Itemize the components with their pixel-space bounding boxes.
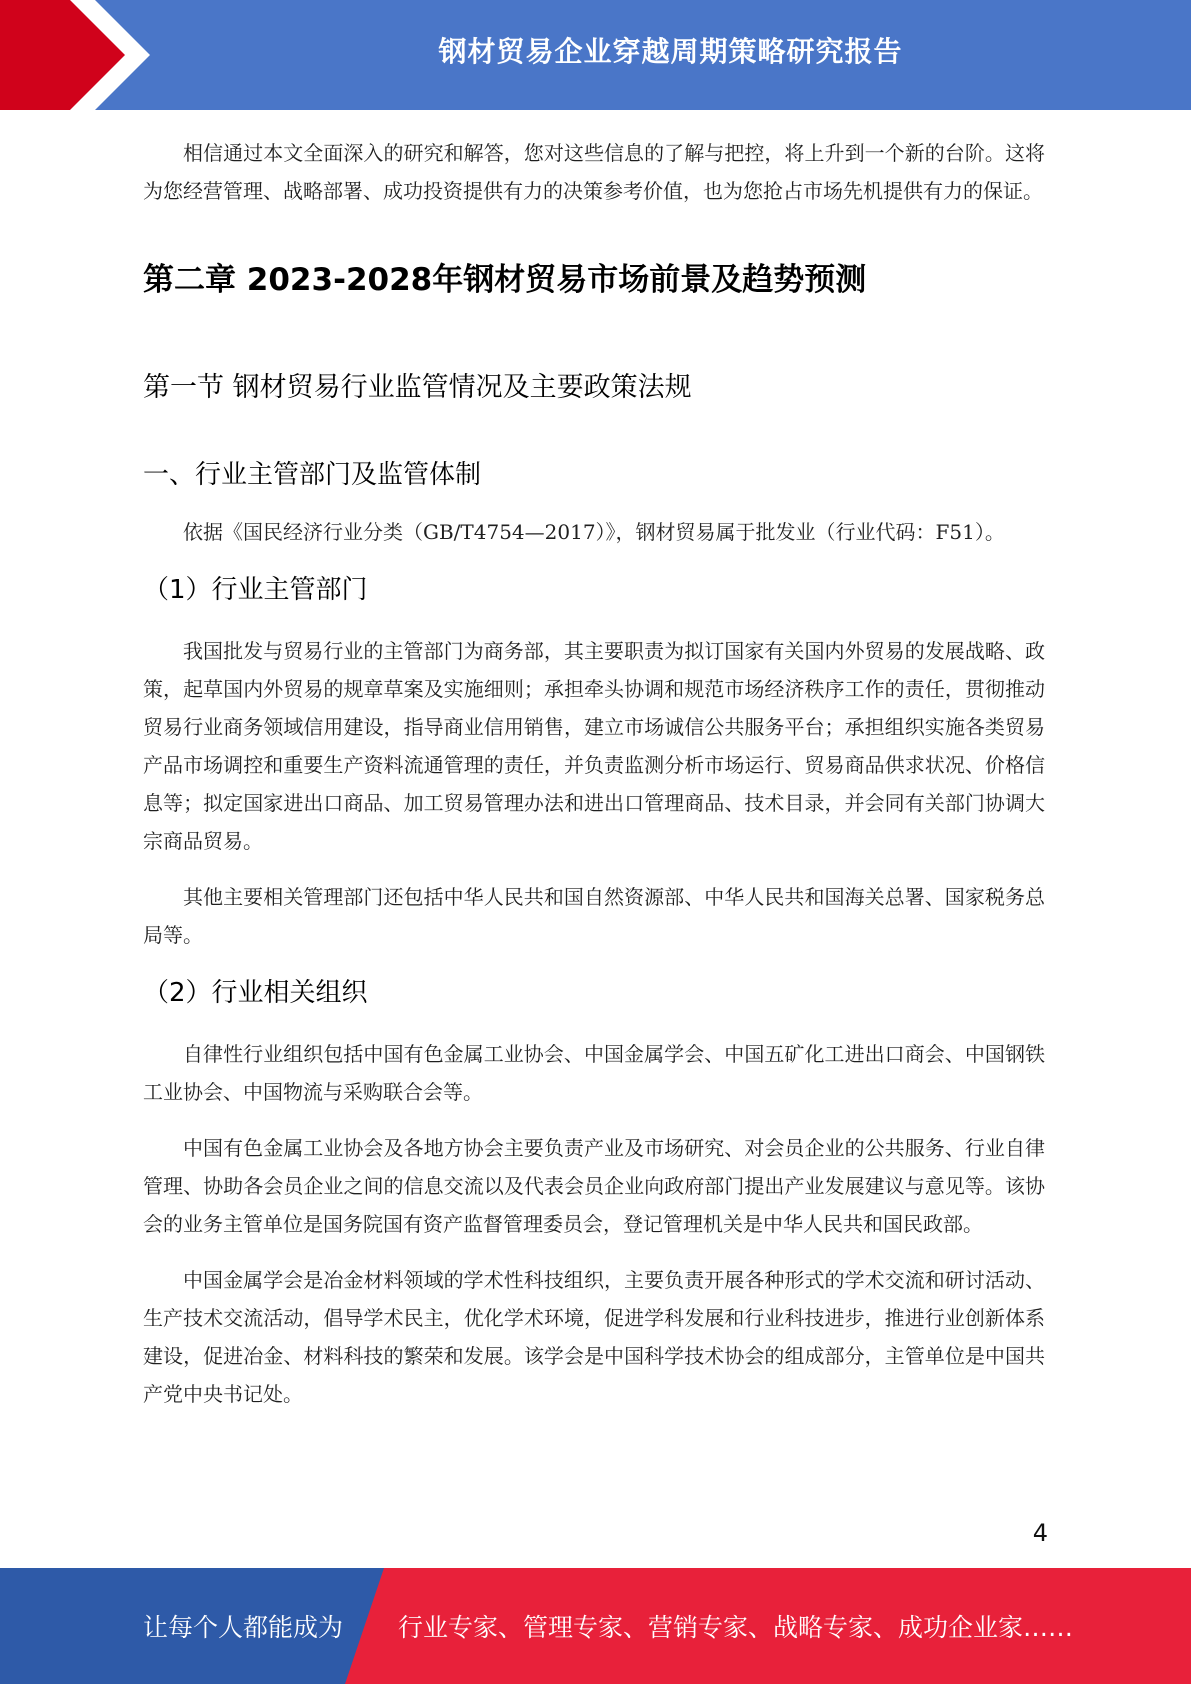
part1-paragraph-2: 其他主要相关管理部门还包括中华人民共和国自然资源部、中华人民共和国海关总署、国家税务总局等。: [143, 885, 1045, 947]
part1-title: （1）行业主管部门: [143, 575, 368, 605]
footer-slogan-right: 行业专家、管理专家、营销专家、战略专家、成功企业家……: [398, 1613, 1074, 1642]
page-content: [143, 128, 1045, 1413]
header-banner: [0, 0, 1191, 110]
chapter-title: 第二章 2023-2028年钢材贸易市场前景及趋势预测: [143, 262, 867, 298]
subsection-title: 一、行业主管部门及监管体制: [143, 460, 482, 490]
part2-paragraph-1: 自律性行业组织包括中国有色金属工业协会、中国金属学会、中国五矿化工进出口商会、中国钢铁工业协会、中国物流与采购联合会等。: [143, 1042, 1045, 1104]
part2-paragraph-2: 中国有色金属工业协会及各地方协会主要负责产业及市场研究、对会员企业的公共服务、行业自律管理、协助各会员企业之间的信息交流以及代表会员企业向政府部门提出产业发展建议与意见等。该协会的业务主管单位是国务院国有资产监督管理委员会，登记管理机关是中华人民共和国民政部。: [143, 1136, 1045, 1236]
footer-banner: [0, 1568, 1191, 1684]
report-title: 钢材贸易企业穿越周期策略研究报告: [438, 35, 903, 68]
part1-paragraph-1: 我国批发与贸易行业的主管部门为商务部，其主要职责为拟订国家有关国内外贸易的发展战略、政策，起草国内外贸易的规章草案及实施细则；承担牵头协调和规范市场经济秩序工作的责任，贯彻推动贸易行业商务领域信用建设，指导商业信用销售，建立市场诚信公共服务平台；承担组织实施各类贸易产品市场调控和重要生产资料流通管理的责任，并负责监测分析市场运行、贸易商品供求状况、价格信息等；拟定国家进出口商品、加工贸易管理办法和进出口管理商品、技术目录，并会同有关部门协调大宗商品贸易。: [143, 639, 1045, 853]
page-number: 4: [1032, 1519, 1048, 1547]
part2-paragraph-3: 中国金属学会是冶金材料领域的学术性科技组织，主要负责开展各种形式的学术交流和研讨活动、生产技术交流活动，倡导学术民主，优化学术环境，促进学科发展和行业科技进步，推进行业创新体系建设，促进冶金、材料科技的繁荣和发展。该学会是中国科学技术协会的组成部分，主管单位是中国共产党中央书记处。: [143, 1268, 1045, 1406]
footer-slogan-left: 让每个人都能成为: [143, 1613, 344, 1642]
part2-title: （2）行业相关组织: [143, 978, 368, 1008]
classification-paragraph: 依据《国民经济行业分类（GB/T4754—2017）》，钢材贸易属于批发业（行业代码：F51）。: [183, 520, 1005, 544]
intro-paragraph: 相信通过本文全面深入的研究和解答，您对这些信息的了解与把控，将上升到一个新的台阶。这将为您经营管理、战略部署、成功投资提供有力的决策参考价值，也为您抢占市场先机提供有力的保证。: [143, 141, 1045, 203]
section-title: 第一节 钢材贸易行业监管情况及主要政策法规: [143, 372, 692, 403]
